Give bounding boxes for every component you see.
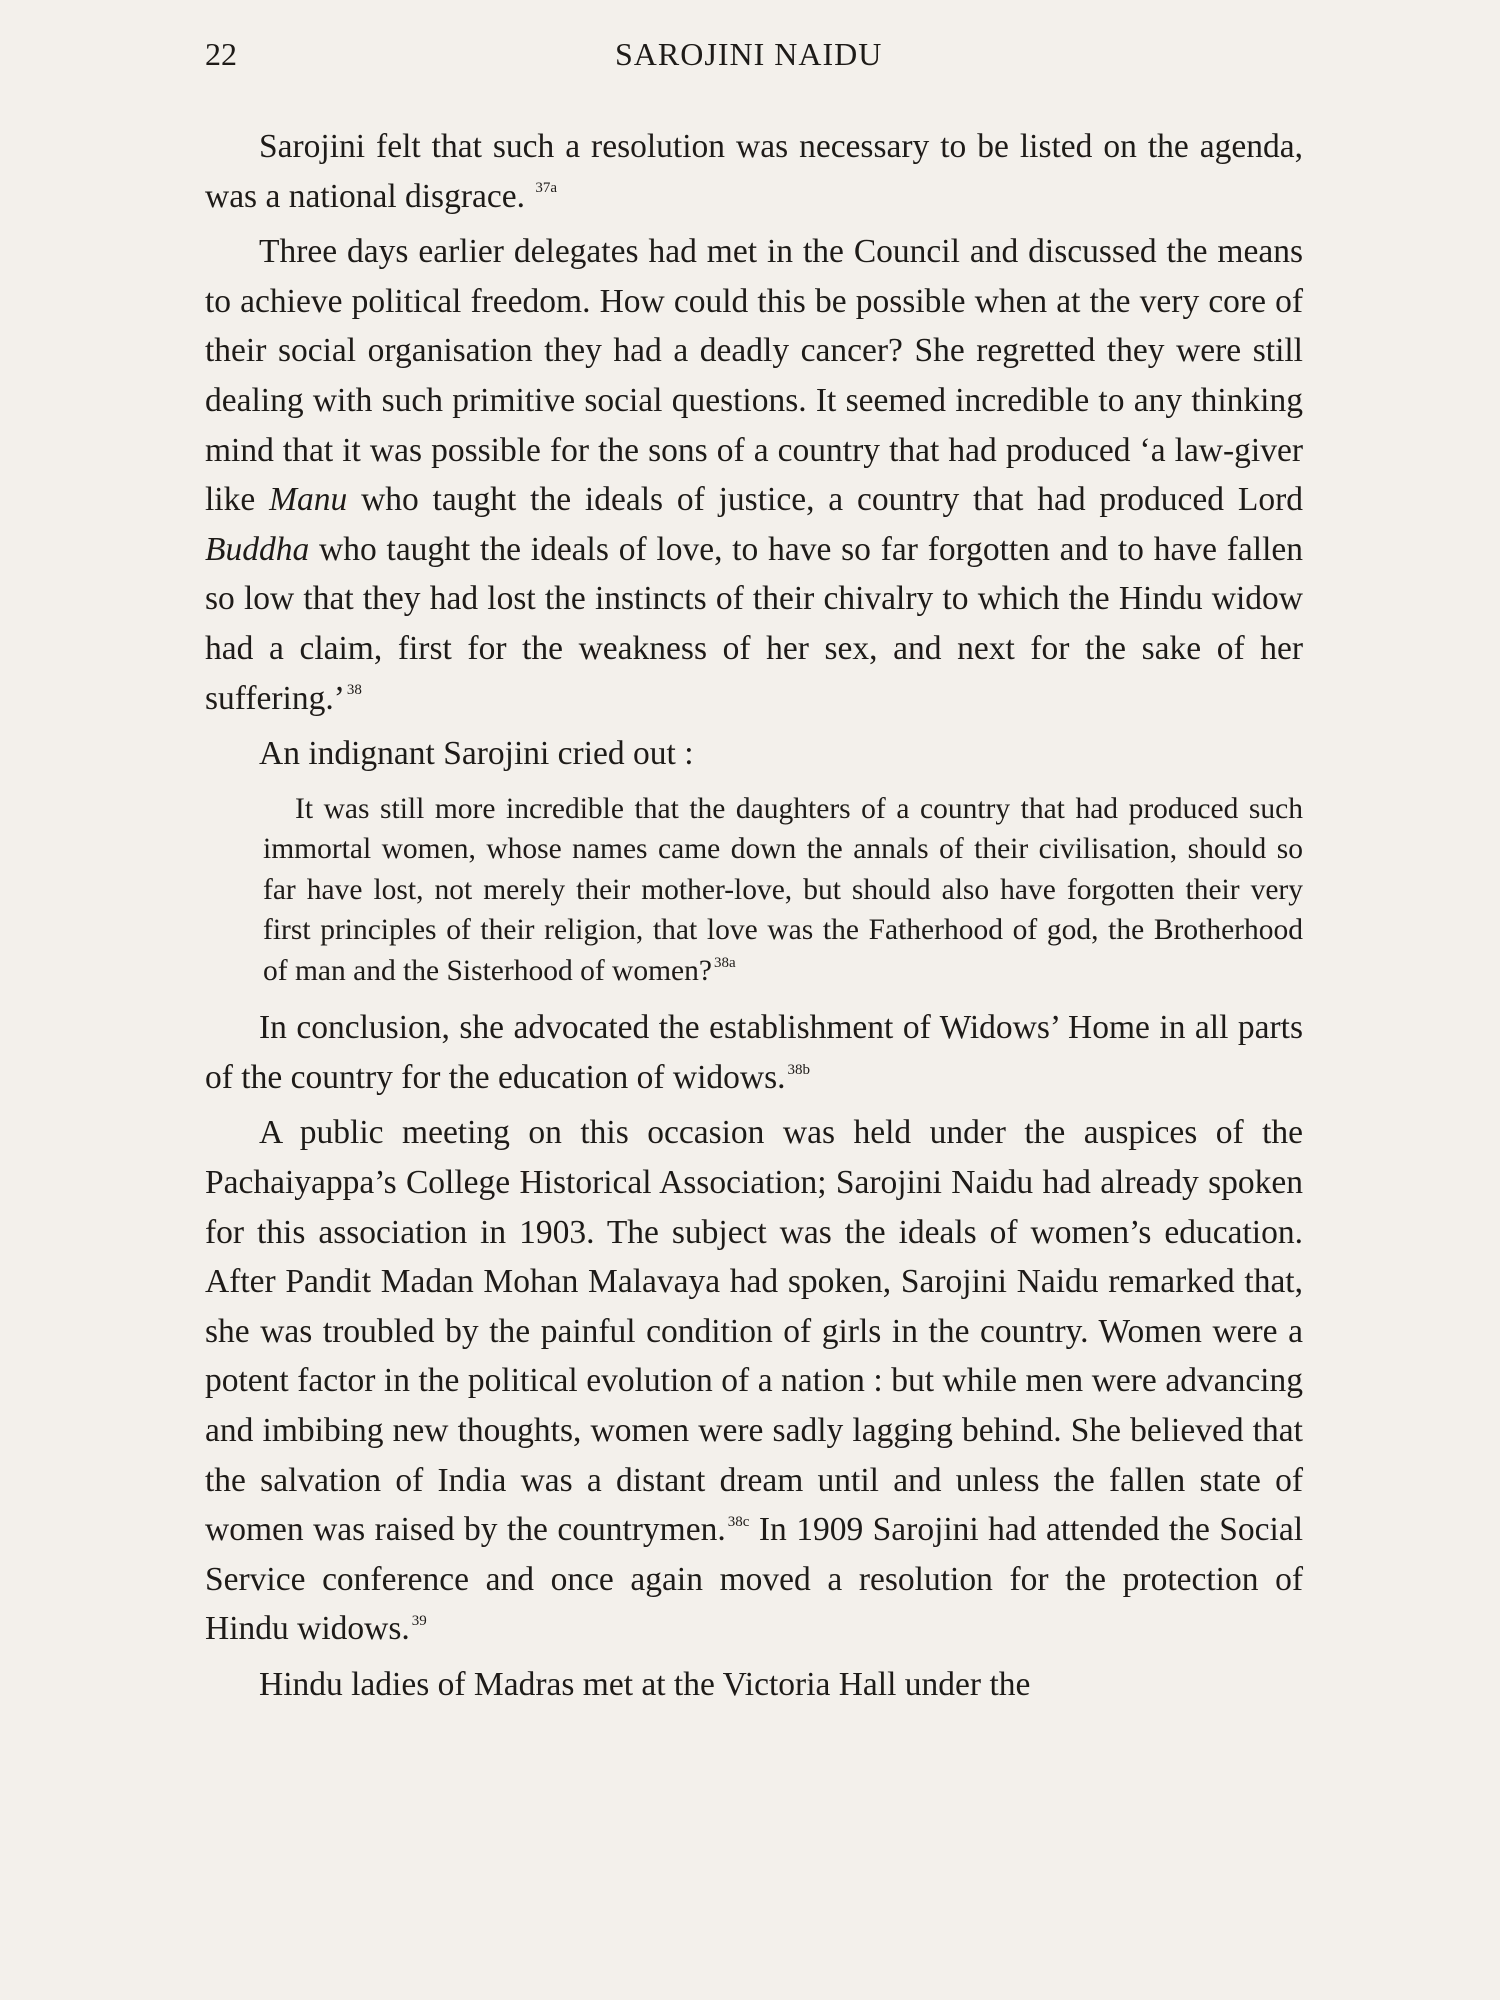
footnote-ref: 38: [346, 682, 362, 699]
emphasis-manu: Manu: [269, 481, 348, 519]
paragraph-text: who taught the ideals of love, to have so far forgotten and to have fallen so low that they had lost the instincts of their chivalry to which the Hindu widow had a claim, first for the weakness of her sex, and next for the sake of her suffering.’: [205, 530, 1303, 717]
footnote-ref: 38c: [727, 1514, 750, 1530]
footnote-ref: 39: [411, 1613, 427, 1630]
page-header: [0, 36, 1500, 84]
paragraph-text: A public meeting on this occasion was held under the auspices of the Pachaiyappa’s College Historical Association; Sarojini Naidu had already spoken for this association in 1903. The subject was the ideals of women’s education. After Pandit Madan Mohan Malavaya had spoken, Sarojini Naidu remarked that, she was troubled by the painful condition of girls in the country. Women were a potent factor in the political evolution of a nation : but while men were advancing and imbibing new thoughts, women were sadly lagging behind. She believed that the salvation of India was a distant dream until and unless the fallen state of women was raised by the countrymen.: [205, 1114, 1303, 1549]
paragraph-text: who taught the ideals of justice, a country that had produced Lord: [347, 481, 1304, 519]
body-text: [205, 122, 1303, 1710]
paragraph-text: Sarojini felt that such a resolution was necessary to be listed on the agenda, was a national disgrace.: [205, 128, 1303, 215]
emphasis-buddha: Buddha: [205, 530, 310, 568]
paragraph-4: [205, 1003, 1303, 1102]
paragraph-2: [205, 227, 1303, 723]
paragraph-text: An indignant Sarojini cried out :: [259, 735, 694, 773]
footnote-ref: 37a: [535, 180, 558, 197]
paragraph-text: In conclusion, she advocated the establishment of Widows’ Home in all parts of the country for the education of widows.: [205, 1009, 1303, 1096]
block-quote: [263, 789, 1303, 992]
paragraph-3: [205, 729, 1303, 779]
paragraph-text: Hindu ladies of Madras met at the Victoria Hall under the: [259, 1665, 1031, 1703]
running-head: SAROJINI NAIDU: [615, 36, 883, 72]
paragraph-text: In 1909 Sarojini had attended the Social Service conference and once again moved a resolution for the protection of Hindu widows.: [205, 1511, 1304, 1648]
footnote-ref: 38b: [787, 1061, 811, 1078]
paragraph-5: [205, 1108, 1303, 1654]
quote-text: It was still more incredible that the daughters of a country that had produced such immortal women, whose names came down the annals of their civilisation, should so far have lost, not merely their mother-love, but should also have forgotten their very first principles of their religion, that love was the Fatherhood of god, the Brotherhood of man and the Sisterhood of women?: [263, 792, 1303, 987]
page-number: 22: [205, 36, 237, 72]
paragraph-6: [205, 1660, 1303, 1710]
paragraph-text: Three days earlier delegates had met in the Council and discussed the means to achieve political freedom. How could this be possible when at the very core of their social organisation they had a deadly cancer? She regretted they were still dealing with such primitive social questions. It seemed incredible to any thinking mind that it was possible for the sons of a country that had produced ‘a law-giver like: [205, 233, 1303, 519]
paragraph-1: [205, 122, 1303, 221]
footnote-ref: 38a: [713, 954, 736, 971]
